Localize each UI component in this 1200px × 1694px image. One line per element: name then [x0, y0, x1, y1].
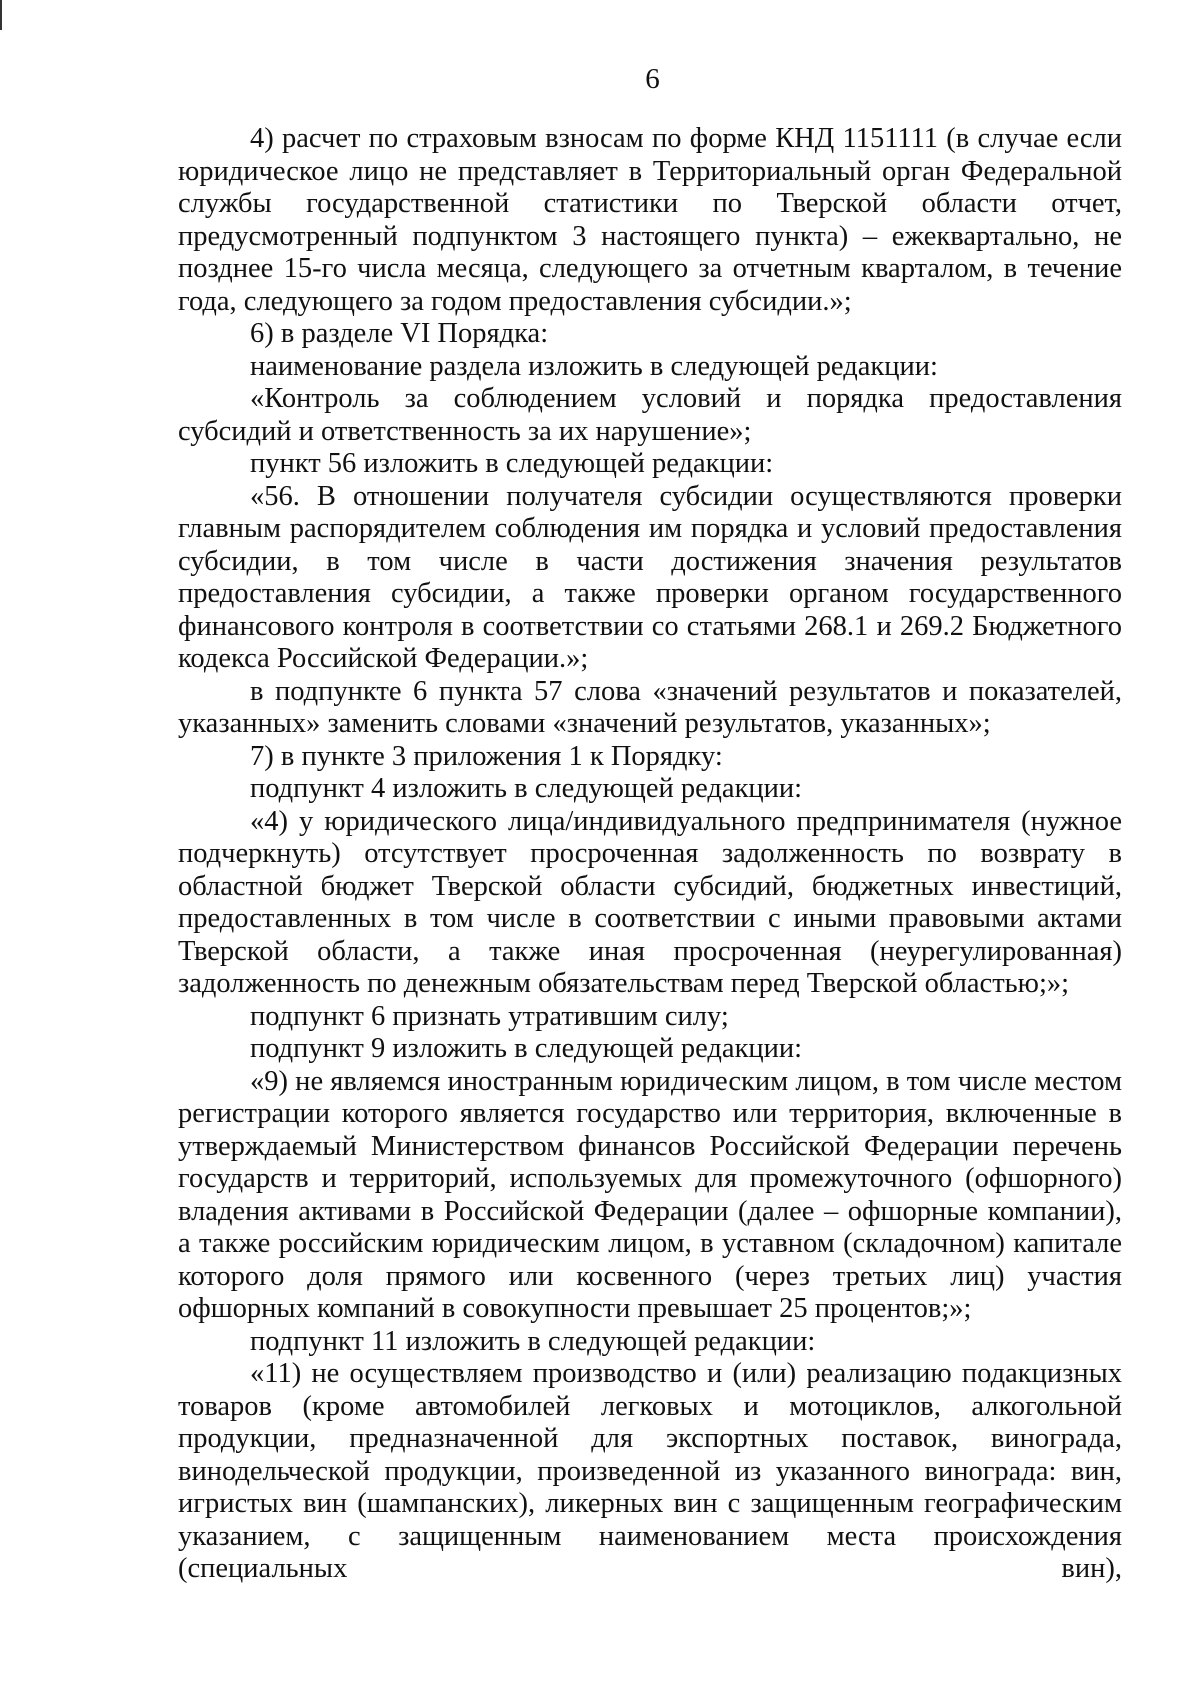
- paragraph-insurance-report: 4) расчет по страховым взносам по форме КНД 1151111 (в случае если юридическое лицо не представляет в Территориальный орган Федеральной службы государственной статистики по Тверской области отчет, предусмотренный подпунктом 3 настоящего пункта) – ежеквартально, не позднее 15-го числа месяца, следующего за отчетным кварталом, в течение года, следующего за годом предоставления субсидии.»;: [178, 123, 1122, 317]
- paragraph-subpoint-9-text: «9) не являемся иностранным юридическим лицом, в том числе местом регистрации которого является государство или территория, включенные в утверждаемый Министерством финансов Российской Федерации перечень государств и территорий, используемых для промежуточного (офшорного) владения активами в Российской Федерации (далее – офшорные компании), а также российским юридическим лицом, в уставном (складочном) капитале которого доля прямого или косвенного (через третьих лиц) участия офшорных компаний в совокупности превышает 25 процентов;»;: [178, 1065, 1122, 1324]
- paragraph-subpoint-4-text: «4) у юридического лица/индивидуального предпринимателя (нужное подчеркнуть) отсутствует просроченная задолженность по возврату в областной бюджет Тверской области субсидий, бюджетных инвестиций, предоставленных в том числе в соответствии с иными правовыми актами Тверской области, а также иная просроченная (неурегулированная) задолженность по денежным обязательствам перед Тверской областью;»;: [178, 805, 1122, 999]
- page-number: 6: [645, 63, 660, 95]
- paragraph-appendix-1: 7) в пункте 3 приложения 1 к Порядку:: [250, 740, 723, 772]
- paragraph-point-56-edit: пункт 56 изложить в следующей редакции:: [250, 448, 774, 479]
- paragraph-section-title-edit: наименование раздела изложить в следующей редакции:: [250, 350, 938, 382]
- scan-edge-mark: [0, 0, 2, 30]
- paragraph-subpoint-4-edit: подпункт 4 изложить в следующей редакции:: [250, 773, 803, 804]
- paragraph-subpoint-11-text: «11) не осуществляем производство и (или) реализацию подакцизных товаров (кроме автомобилей легковых и мотоциклов, алкогольной продукции, предназначенной для экспортных поставок, винограда, винодельческой продукции, произведенной из указанного винограда: вин, игристых вин (шампанских), ликерных вин с защищенным географическим указанием, с защищенным наименованием места происхождения (специальных вин),: [178, 1358, 1122, 1584]
- paragraph-subpoint-9-edit: подпункт 9 изложить в следующей редакции:: [250, 1033, 803, 1064]
- paragraph-section-vi: 6) в разделе VI Порядка:: [250, 318, 549, 349]
- paragraph-subpoint-6-void: подпункт 6 признать утратившим силу;: [250, 1000, 729, 1032]
- paragraph-control-title: «Контроль за соблюдением условий и порядка предоставления субсидий и ответственность за их нарушение»;: [178, 383, 1122, 447]
- paragraph-point-56-text: «56. В отношении получателя субсидии осуществляются проверки главным распорядителем соблюдения им порядка и условий предоставления субсидии, в том числе в части достижения значения результатов предоставления субсидии, а также проверки органом государственного финансового контроля в соответствии со статьями 268.1 и 269.2 Бюджетного кодекса Российской Федерации.»;: [178, 480, 1122, 674]
- paragraph-point-57-replace: в подпункте 6 пункта 57 слова «значений результатов и показателей, указанных» заменить словами «значений результатов, указанных»;: [178, 675, 1122, 739]
- paragraph-subpoint-11-edit: подпункт 11 изложить в следующей редакции:: [250, 1325, 816, 1357]
- document-body: [178, 123, 1122, 1586]
